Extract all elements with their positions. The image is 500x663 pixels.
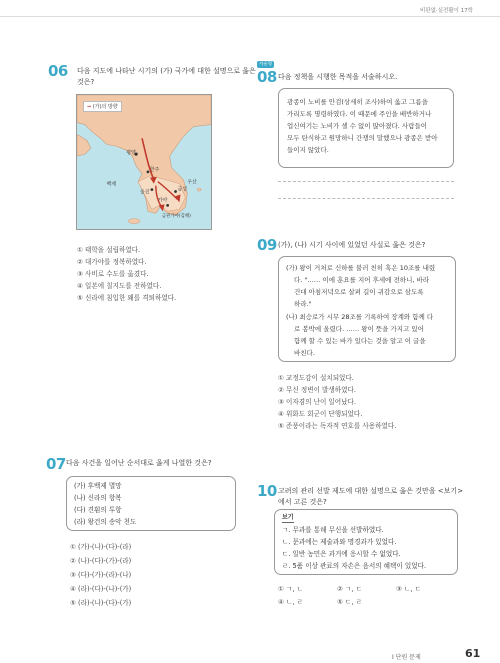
q07-choice-2[interactable]: ② (나)-(다)-(가)-(라) [70, 557, 132, 565]
q09-choice-4[interactable]: ④ 위화도 회군이 단행되었다. [278, 410, 363, 418]
q08-answer-line-2[interactable] [278, 198, 454, 199]
q09-passage-line1: (가) 왕이 거처로 신하를 불러 친히 혹은 10조를 내렸 [286, 264, 436, 272]
q10-bogi-item-4: ㄹ. 5품 이상 관료의 자손은 음서의 혜택이 있었다. [282, 562, 427, 570]
q07-choice-4[interactable]: ④ (라)-(다)-(나)-(가) [70, 585, 132, 593]
q08-badge: 서술형 [259, 62, 273, 67]
q06-question-line1: 다음 지도에 나타난 시기의 (가) 국가에 대한 설명으로 옳은 [77, 67, 256, 75]
q06-choice-1[interactable]: ① 태학을 설립하였다. [77, 246, 141, 254]
q09-choice-5[interactable]: ⑤ 준풍이라는 독자적 연호를 사용하였다. [278, 422, 397, 430]
q10-number: 10 [257, 482, 277, 500]
q08-passage-line5: 들이지 않았다. [287, 146, 329, 154]
q10-bogi-item-3: ㄷ. 일반 농민은 과거에 응시할 수 없었다. [282, 550, 401, 558]
q10-choice-3[interactable]: ③ ㄴ, ㄷ [396, 585, 421, 593]
q10-choice-5[interactable]: ⑤ ㄷ, ㄹ [337, 598, 362, 606]
q10-choice-1[interactable]: ① ㄱ, ㄴ [278, 585, 303, 593]
q06-map [76, 94, 212, 230]
map-legend [83, 101, 122, 112]
q07-number: 07 [46, 455, 66, 473]
footer-text: I 단원 문제 [392, 654, 421, 661]
q06-number: 06 [48, 62, 68, 80]
arrow-icon: ➞ [87, 104, 92, 110]
q10-question-line2: 에서 고른 것은? [278, 498, 327, 506]
map-label-hanju: 한주 [149, 166, 160, 173]
q10-bogi-item-2: ㄴ. 문과에는 제술과와 명경과가 있었다. [282, 538, 397, 546]
korea-map [77, 95, 211, 229]
q08-answer-line-1[interactable] [278, 181, 454, 182]
map-label-geumseong: 금성 [177, 186, 187, 193]
q09-choice-3[interactable]: ③ 이자겸의 난이 일어났다. [278, 398, 356, 406]
q07-choice-3[interactable]: ③ (다)-(가)-(라)-(나) [70, 571, 132, 579]
q06-choice-4[interactable]: ④ 일본에 칠지도를 전하였다. [77, 282, 162, 290]
q09-choice-2[interactable]: ② 무신 정변이 발생하였다. [278, 386, 356, 394]
q09-passage-line3: 건대 아침저녁으로 살펴 길이 귀감으로 삼도록 [294, 288, 424, 296]
map-legend-label: (가)의 방향 [92, 104, 118, 110]
q08-passage-line3: 업신여기는 노비가 셀 수 없이 많아졌다. 사람들이 [287, 122, 428, 130]
q09-passage-line7: 함께 할 수 있는 바가 있다는 것을 알고 이 글을 [294, 337, 426, 345]
q07-item-4: (라) 왕건의 송악 천도 [74, 518, 137, 526]
q09-passage-line6: 로 봉박에 올렸다. …… 왕이 뜻을 가지고 있어 [294, 325, 424, 333]
map-label-pyongyang: 평양 [126, 150, 136, 157]
map-label-gaya: 가야 [157, 197, 168, 204]
map-label-geumgwan-gaya: 금관가야(김해) [161, 214, 191, 220]
q08-passage-line4: 모두 탄식하고 원망하니 간쟁의 말했으나 광종은 받아 [287, 134, 438, 142]
q08-number: 08 [257, 68, 277, 86]
q10-bogi-item-1: ㄱ. 무과를 통해 무신을 선발하였다. [282, 526, 384, 534]
q07-item-1: (가) 후백제 멸망 [74, 482, 122, 490]
page-number: 61 [465, 647, 481, 660]
q06-question-line2: 것은? [77, 78, 95, 86]
q09-question: (가), (나) 시기 사이에 있었던 사실로 옳은 것은? [278, 241, 426, 249]
q07-choice-1[interactable]: ① (가)-(나)-(다)-(라) [70, 543, 132, 551]
q10-choice-2[interactable]: ② ㄱ, ㄷ [337, 585, 362, 593]
q10-bogi-label: 보기 [282, 514, 294, 521]
map-label-usan: 우산 [187, 179, 197, 186]
q07-choice-5[interactable]: ⑤ (라)-(나)-(다)-(가) [70, 599, 132, 607]
q06-choice-5[interactable]: ⑤ 신라에 침입한 왜를 격퇴하였다. [77, 294, 177, 302]
q09-passage-line2: 다. "…… 이에 훈요를 지어 후세에 전하니, 바라 [294, 276, 430, 284]
q09-passage-line8: 바친다. [294, 349, 315, 357]
q07-item-2: (나) 신라의 항복 [74, 494, 122, 502]
q08-question: 다음 정책을 시행한 목적을 서술하시오. [278, 73, 398, 81]
q09-number: 09 [257, 236, 277, 254]
q07-item-3: (다) 견훤의 투항 [74, 506, 122, 514]
q10-choice-4[interactable]: ④ ㄴ, ㄹ [278, 598, 303, 606]
q06-choice-3[interactable]: ③ 사비로 수도를 옮겼다. [77, 270, 149, 278]
map-label-ungjin: 웅진 [140, 189, 150, 196]
q06-choice-2[interactable]: ② 대가야를 정복하였다. [77, 258, 147, 266]
q10-question-line1: 고려의 관리 선발 제도에 대한 설명으로 옳은 것만을 <보기> [278, 487, 464, 495]
q08-passage-line2: 가리도록 명령하였다. 이 때문에 주인을 배반하거나 [287, 110, 432, 118]
q08-passage-line1: 광종이 노비를 안검(상세히 조사)하여 옳고 그름을 [287, 98, 428, 106]
q09-choice-1[interactable]: ① 교정도감이 설치되었다. [278, 374, 354, 382]
header-rule [0, 16, 500, 17]
q09-passage-line5: (나) 최승로가 시무 28조를 기록하여 장계와 함께 다 [286, 313, 434, 321]
q07-question: 다음 사건을 일어난 순서대로 옳게 나열한 것은? [66, 459, 212, 467]
map-label-baekje: 백제 [106, 181, 117, 188]
header-text: 비판없·실전활이 17학 [420, 8, 473, 14]
q09-passage-line4: 하라." [294, 300, 312, 308]
